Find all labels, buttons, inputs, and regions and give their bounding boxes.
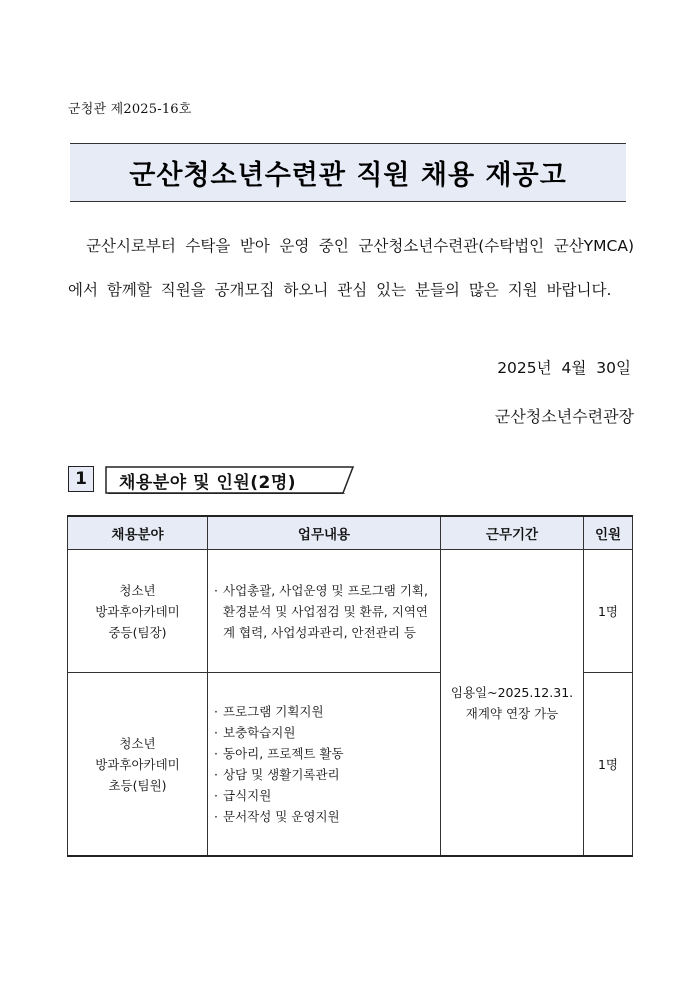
duty-text: 프로그램 기획지원 xyxy=(223,704,324,719)
duty-item: · 사업총괄, 사업운영 및 프로그램 기획, 환경분석 및 사업점검 및 환류, 지역연계 협력, 사업성과관리, 안전관리 등 xyxy=(214,580,434,643)
field-line: 청소년 xyxy=(119,735,156,751)
header-period: 근무기간 xyxy=(441,516,584,550)
header-field: 채용분야 xyxy=(68,516,208,550)
duty-cell xyxy=(208,673,441,857)
announcement-date: 2025년 4월 30일 xyxy=(497,359,631,377)
count-cell: 1명 xyxy=(584,550,633,673)
duty-text: 사업총괄, 사업운영 및 프로그램 기획, 환경분석 및 사업점검 및 환류, 지역연계 협력, 사업성과관리, 안전관리 등 xyxy=(223,582,428,640)
field-cell xyxy=(68,550,208,673)
field-line: 초등(팀원) xyxy=(108,777,167,793)
signer: 군산청소년수련관장 xyxy=(494,407,634,426)
duty-item: · 상담 및 생활기록관리 xyxy=(214,764,434,785)
duty-item: · 프로그램 기획지원 xyxy=(214,701,434,722)
table-row xyxy=(68,550,633,673)
duty-text: 상담 및 생활기록관리 xyxy=(223,767,340,782)
field-cell xyxy=(68,673,208,857)
header-count: 인원 xyxy=(584,516,633,550)
duty-text: 급식지원 xyxy=(223,788,272,803)
field-line: 중등(팀장) xyxy=(108,624,167,640)
recruitment-table xyxy=(67,515,633,857)
field-line: 청소년 xyxy=(119,582,156,598)
period-cell xyxy=(441,550,584,857)
duty-item: · 동아리, 프로젝트 활동 xyxy=(214,743,434,764)
duty-item: · 급식지원 xyxy=(214,785,434,806)
field-line: 방과후아카데미 xyxy=(95,756,180,772)
field-line: 방과후아카데미 xyxy=(95,603,180,619)
duty-item: · 보충학습지원 xyxy=(214,722,434,743)
intro-text: 군산시로부터 수탁을 받아 운영 중인 군산청소년수련관(수탁법인 군산YMCA)에서 함께할 직원을 공개모집 하오니 관심 있는 분들의 많은 지원 바랍니다. xyxy=(68,237,634,299)
intro-paragraph xyxy=(68,224,634,312)
duty-text: 동아리, 프로젝트 활동 xyxy=(223,746,344,761)
count-cell: 1명 xyxy=(584,673,633,857)
section-title-box xyxy=(105,466,355,494)
duty-text: 보충학습지원 xyxy=(223,725,296,740)
page-title: 군산청소년수련관 직원 채용 재공고 xyxy=(129,160,567,191)
document-number: 군청관 제2025-16호 xyxy=(68,102,192,117)
header-duties: 업무내용 xyxy=(208,516,441,550)
title-banner xyxy=(70,143,626,202)
duty-item: · 문서작성 및 운영지원 xyxy=(214,806,434,827)
section-number: 1 xyxy=(68,466,94,492)
section-title: 채용분야 및 인원(2명) xyxy=(119,473,297,493)
period-line: 재계약 연장 가능 xyxy=(465,705,559,721)
duty-text: 문서작성 및 운영지원 xyxy=(223,809,340,824)
period-line: 임용일~2025.12.31. xyxy=(450,684,574,700)
table-header-row xyxy=(68,516,633,550)
duty-cell xyxy=(208,550,441,673)
